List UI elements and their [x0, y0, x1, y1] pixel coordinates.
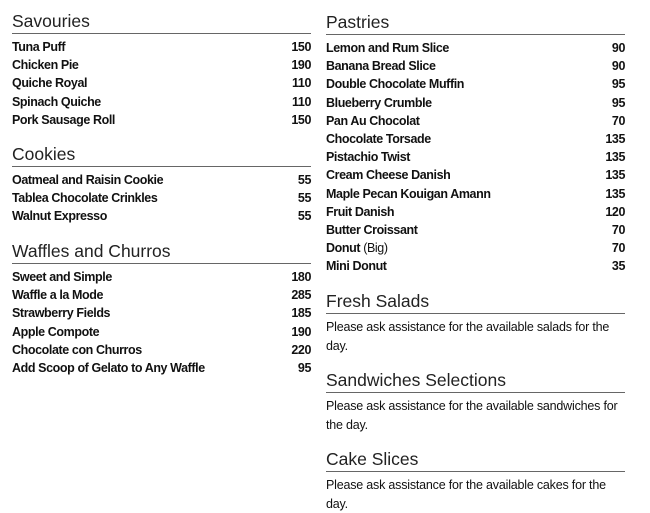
item-name-wrap	[326, 57, 436, 75]
item-name: Cream Cheese Danish	[326, 168, 451, 183]
item-price: 70	[611, 113, 625, 128]
item-name: Tuna Puff	[12, 40, 66, 54]
menu-item	[326, 112, 625, 130]
menu-item	[326, 130, 625, 148]
item-price: 180	[291, 270, 311, 284]
item-name-wrap	[12, 359, 205, 377]
section-note: Please ask assistance for the available salads for the day.	[326, 320, 610, 353]
item-name-wrap	[326, 148, 410, 166]
section-cookies	[12, 143, 311, 226]
item-price: 150	[291, 40, 311, 54]
item-price: 110	[292, 76, 311, 91]
section-cake-slices	[326, 448, 625, 513]
item-name: Walnut Expresso	[12, 209, 107, 224]
item-price: 55	[297, 191, 311, 206]
item-price: 95	[611, 77, 625, 92]
item-name-wrap	[12, 189, 157, 207]
menu-item	[12, 171, 311, 189]
menu-item	[12, 323, 311, 341]
menu-item	[326, 257, 625, 275]
item-note: (Big)	[363, 241, 388, 256]
item-name: Spinach Quiche	[12, 94, 101, 109]
menu-item	[12, 359, 311, 377]
menu-item	[12, 189, 311, 207]
section-note: Please ask assistance for the available cakes for the day.	[326, 478, 606, 511]
item-price: 110	[292, 94, 311, 109]
section-title: Waffles and Churros	[12, 240, 311, 264]
menu-item	[12, 207, 311, 225]
section-title: Cake Slices	[326, 448, 625, 472]
menu-item	[326, 166, 625, 184]
item-name: Maple Pecan Kouigan Amann	[326, 186, 491, 201]
item-price: 220	[291, 342, 311, 357]
menu-item	[12, 111, 311, 129]
item-name-wrap	[326, 39, 449, 57]
item-name: Chocolate Torsade	[326, 131, 431, 146]
menu-item	[326, 221, 625, 239]
item-price: 55	[297, 173, 311, 187]
item-name: Fruit Danish	[326, 204, 395, 219]
item-price: 70	[611, 222, 625, 237]
menu-item	[12, 56, 311, 74]
item-price: 95	[297, 360, 311, 375]
item-name: Butter Croissant	[326, 222, 418, 237]
item-name-wrap	[12, 341, 142, 359]
item-name: Tablea Chocolate Crinkles	[12, 191, 158, 206]
menu-item	[12, 74, 311, 92]
item-name-wrap	[12, 323, 99, 341]
item-name: Strawberry Fields	[12, 306, 111, 321]
item-name: Oatmeal and Raisin Cookie	[12, 173, 164, 187]
section-savouries	[12, 10, 311, 129]
item-name: Quiche Royal	[12, 76, 88, 91]
menu-item	[12, 93, 311, 111]
section-title: Fresh Salads	[326, 290, 625, 314]
menu-item	[326, 148, 625, 166]
menu-item	[326, 203, 625, 221]
item-price: 190	[291, 58, 311, 73]
item-name-wrap	[12, 171, 163, 189]
item-name-wrap	[326, 185, 491, 203]
item-price: 70	[611, 241, 625, 256]
item-name: Waffle a la Mode	[12, 288, 104, 303]
item-name-wrap	[326, 75, 464, 93]
item-price: 135	[605, 168, 625, 183]
item-price: 190	[291, 324, 311, 339]
menu-item	[12, 304, 311, 322]
item-name-wrap	[12, 111, 115, 129]
item-name-wrap	[12, 38, 65, 56]
item-name: Chocolate con Churros	[12, 342, 142, 357]
item-name-wrap	[326, 221, 418, 239]
item-name: Add Scoop of Gelato to Any Waffle	[12, 360, 205, 375]
item-name-wrap	[12, 93, 101, 111]
item-name: Pistachio Twist	[326, 150, 411, 165]
item-price: 135	[605, 150, 625, 165]
item-name-wrap	[12, 56, 78, 74]
item-price: 90	[611, 41, 625, 55]
item-price: 135	[605, 186, 625, 201]
item-name-wrap	[326, 166, 450, 184]
item-name: Double Chocolate Muffin	[326, 77, 465, 92]
section-fresh-salads	[326, 290, 625, 355]
item-name: Blueberry Crumble	[326, 95, 432, 110]
section-pastries	[326, 11, 625, 275]
item-name: Apple Compote	[12, 324, 100, 339]
menu-item	[12, 38, 311, 56]
item-name: Sweet and Simple	[12, 270, 112, 284]
item-name-wrap	[326, 130, 431, 148]
section-sandwiches	[326, 369, 625, 434]
item-name-wrap	[12, 304, 110, 322]
item-price: 120	[605, 204, 625, 219]
item-name-wrap	[326, 257, 387, 275]
section-waffles-churros	[12, 240, 311, 377]
section-title: Savouries	[12, 10, 311, 34]
menu-item	[326, 239, 625, 257]
item-price: 150	[291, 112, 311, 127]
item-name-wrap	[12, 268, 112, 286]
item-name-wrap	[326, 94, 432, 112]
item-price: 90	[611, 59, 625, 74]
item-name-wrap	[12, 207, 107, 225]
section-title: Sandwiches Selections	[326, 369, 625, 393]
menu-item	[326, 94, 625, 112]
item-name-wrap	[12, 286, 103, 304]
item-name: Pan Au Chocolat	[326, 113, 420, 128]
section-title: Pastries	[326, 11, 625, 35]
item-name-wrap	[326, 112, 420, 130]
item-name-wrap	[326, 203, 394, 221]
item-name: Pork Sausage Roll	[12, 112, 115, 127]
item-price: 95	[611, 95, 625, 110]
section-title: Cookies	[12, 143, 311, 167]
menu-item	[326, 39, 625, 57]
item-price: 285	[291, 288, 311, 303]
menu-item	[12, 268, 311, 286]
item-price: 185	[291, 306, 311, 321]
item-name: Donut	[326, 241, 361, 256]
menu-item	[326, 57, 625, 75]
item-price: 135	[605, 131, 625, 146]
menu-item	[326, 75, 625, 93]
menu-item	[326, 185, 625, 203]
item-name: Chicken Pie	[12, 58, 79, 73]
item-name: Banana Bread Slice	[326, 59, 436, 74]
section-note: Please ask assistance for the available sandwiches for the day.	[326, 399, 618, 432]
item-name-wrap	[12, 74, 87, 92]
item-name: Mini Donut	[326, 259, 387, 274]
item-name-wrap	[326, 239, 388, 257]
item-price: 55	[297, 209, 311, 224]
menu-item	[12, 286, 311, 304]
item-price: 35	[611, 259, 625, 274]
item-name: Lemon and Rum Slice	[326, 41, 449, 55]
menu-item	[12, 341, 311, 359]
